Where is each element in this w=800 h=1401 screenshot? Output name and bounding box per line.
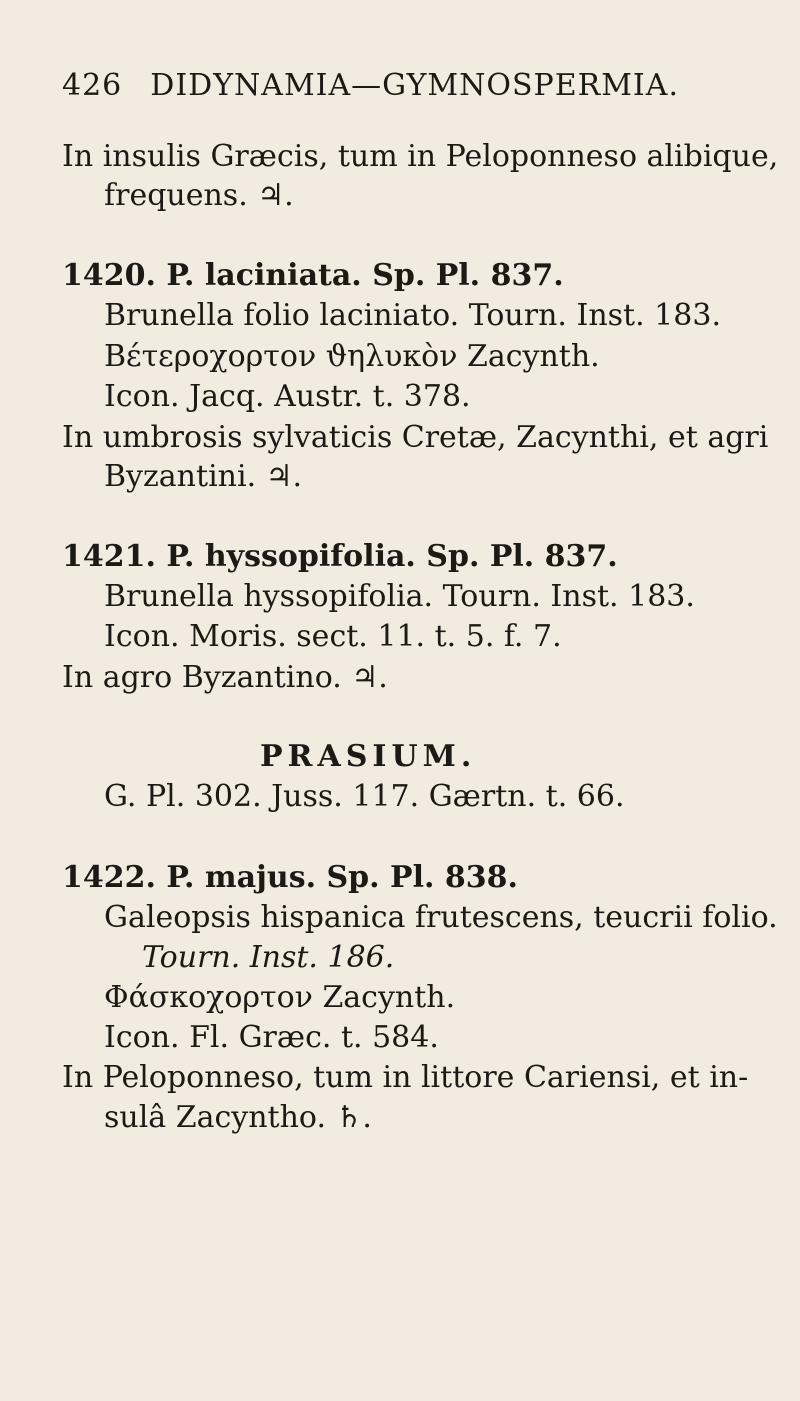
synonym-line: Brunella folio laciniato. Tourn. Inst. 183.: [104, 298, 721, 333]
synonym-line: Brunella hyssopifolia. Tourn. Inst. 183.: [104, 579, 695, 614]
habitat-line: sulâ Zacyntho. ♄.: [104, 1100, 372, 1135]
genus-heading: PRASIUM.: [260, 739, 477, 774]
running-header: [62, 66, 679, 106]
icon-reference: Icon. Jacq. Austr. t. 378.: [104, 379, 471, 414]
habitat-line: In Peloponneso, tum in littore Cariensi, et in-: [62, 1060, 749, 1095]
species-entry-1420: 1420. P. laciniata. Sp. Pl. 837.: [62, 258, 564, 293]
icon-reference: Icon. Fl. Græc. t. 584.: [104, 1020, 439, 1055]
greek-name-line: Φάσκοχορτον Zacynth.: [104, 980, 456, 1015]
text-line: frequens. ♃.: [104, 178, 294, 213]
habitat-line: In agro Byzantino. ♃.: [62, 660, 388, 695]
synonym-reference: Tourn. Inst. 186.: [142, 940, 395, 975]
species-entry-1422: 1422. P. majus. Sp. Pl. 838.: [62, 860, 518, 895]
habitat-line: In umbrosis sylvaticis Cretæ, Zacynthi, et agri: [62, 420, 769, 455]
synonym-line: Galeopsis hispanica frutescens, teucrii folio.: [104, 900, 778, 935]
genus-references: G. Pl. 302. Juss. 117. Gærtn. t. 66.: [104, 779, 625, 814]
greek-name-line: Βέτεροχορτον ϑηλυκὸν Zacynth.: [104, 339, 600, 374]
page-number: 426: [62, 68, 123, 103]
species-entry-1421: 1421. P. hyssopifolia. Sp. Pl. 837.: [62, 539, 618, 574]
running-title: DIDYNAMIA—GYMNOSPERMIA.: [150, 68, 679, 103]
text-line: In insulis Græcis, tum in Peloponneso alibique,: [62, 139, 779, 174]
icon-reference: Icon. Moris. sect. 11. t. 5. f. 7.: [104, 619, 562, 654]
habitat-line: Byzantini. ♃.: [104, 459, 303, 494]
